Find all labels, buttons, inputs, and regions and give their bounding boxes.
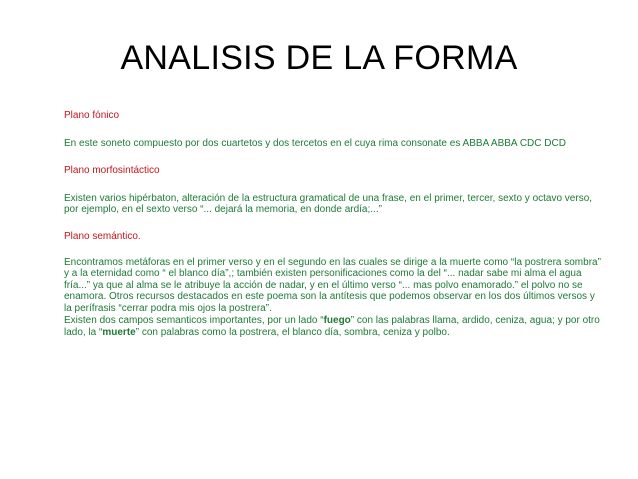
section-text-plano-fonico: En este soneto compuesto por dos cuartetos y dos tercetos en el cuya rima consonate es ABBA ABBA CDC DCD [64, 138, 566, 149]
section-text-plano-semantico: Encontramos metáforas en el primer verso y en el segundo en las cuales se dirige a la muerte como “la postrera sombra” y a la eternidad como “ el blanco día”,; también existen personificaciones como la del “... nadar sabe mi alma el agua fría...” ya que al alma se le atribuye la acción de nadar, y en el último verso “... mas polvo enamorado.” el polvo no se enamora. Otros recursos destacados en este poema son la antítesis que podemos observar en los dos últimos versos y la perífrasis “cerrar podra mis ojos la postrera”. [64, 256, 601, 314]
campos-bold-fuego: fuego [323, 315, 351, 326]
section-heading-plano-morfosintactico: Plano morfosintáctico [64, 164, 160, 176]
section-text-campos-semanticos [64, 315, 604, 338]
campos-text-part2: ” con las palabras llama, ardido, ceniza, agua; y por otro lado, la “ [64, 315, 600, 338]
campos-text-part1: Existen dos campos semanticos importantes, por un lado “ [64, 315, 324, 326]
slide-title: ANALISIS DE LA FORMA [120, 39, 518, 77]
section-heading-plano-semantico: Plano semántico. [64, 230, 141, 242]
section-text-plano-morfosintactico: Existen varios hipérbaton, alteración de la estructura gramatical de una frase, en el primer, tercer, sexto y octavo verso, por ejemplo, en el sexto verso “... dejará la memoria, en donde ardía;...” [64, 192, 593, 215]
section-heading-plano-fonico: Plano fónico [64, 110, 120, 121]
campos-bold-muerte: muerte [102, 326, 136, 338]
campos-text-part3: ” con palabras como la postrera, el blanco día, sombra, ceniza y polbo. [135, 326, 450, 338]
slide-content [64, 110, 604, 338]
